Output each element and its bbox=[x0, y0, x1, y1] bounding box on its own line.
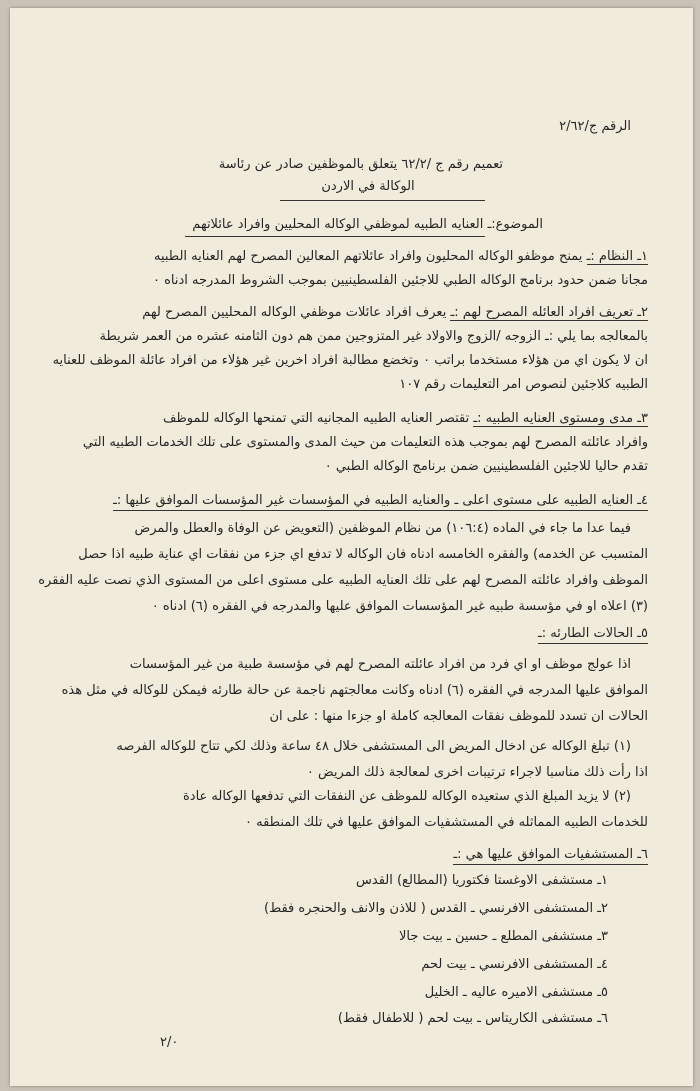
subject-text: العنايه الطبيه لموظفي الوكاله المحليين وافراد عائلاتهم bbox=[192, 217, 484, 232]
heading-line-2: الوكالة في الاردن bbox=[321, 179, 415, 194]
hospital-item-3: ٣ـ مستشفى المطلع ـ حسين ـ بيت جالا bbox=[399, 929, 608, 944]
subject-underline bbox=[185, 236, 485, 237]
section-3-heading: ٣ـ مدى ومستوى العنايه الطبيه :ـ bbox=[473, 411, 648, 426]
section-5-line-2: الموافق عليها المدرجه في الفقره (٦) ادناه وكانت معالجتهم ناجمة عن حالة طارئه فيمكن للوكاله في مثل هذه bbox=[61, 683, 648, 698]
section-1-text: يمنح موظفو الوكاله المحليون وافراد عائلاتهم المعالين المصرح لهم العنايه الطبيه bbox=[153, 249, 583, 264]
section-5-line-3: الحالات ان تسدد للموظف نفقات المعالجه كاملة او جزءا منها : على ان bbox=[269, 709, 648, 724]
section-2-line-1 bbox=[142, 304, 648, 322]
section-5-line-5: اذا رأت ذلك مناسبا لاجراء ترتيبات اخرى لمعالجة ذلك المريض ٠ bbox=[306, 765, 648, 780]
section-1-line-2: مجانا ضمن حدود برنامج الوكاله الطبي للاجئين الفلسطينيين بموجب الشروط المدرجه ادناه ٠ bbox=[152, 273, 648, 288]
section-4-line-3: الموظف وافراد عائلته المصرح لهم على تلك العنايه الطبيه على مستوى اعلى من المستوى الذي نصت عليه الفقره bbox=[38, 573, 648, 588]
reference-number: الرقم ج/٢/٦٢ bbox=[559, 119, 631, 134]
hospital-item-2: ٢ـ المستشفى الافرنسي ـ القدس ( للاذن والانف والحنجره فقط) bbox=[264, 901, 608, 916]
section-3-line-2: وافراد عائلته المصرح لهم بموجب هذه التعليمات من حيث المدى والمستوى على تلك الخدمات الطبيه التي bbox=[82, 435, 648, 450]
section-2-line-4: الطبيه كلاجئين لنصوص امر التعليمات رقم ١٠٧ bbox=[399, 377, 648, 392]
section-5-line-6: (٢) لا يزيد المبلغ الذي ستعيده الوكاله للموظف عن النفقات التي تدفعها الوكاله عادة bbox=[182, 789, 631, 804]
section-2-text: يعرف افراد عائلات موظفي الوكاله المحليين المصرح لهم bbox=[142, 305, 447, 320]
section-4-line-1: فيما عدا ما جاء في الماده (١٠٦:٤) من نظام الموظفين (التعويض عن الوفاة والعطل والمرض bbox=[134, 521, 631, 536]
section-4-line-4: (٣) اعلاه او في مؤسسة طبيه غير المؤسسات الموافق عليها والمدرجه في الفقره (٦) ادناه ٠ bbox=[151, 599, 648, 614]
section-6-heading: ٦ـ المستشفيات الموافق عليها هي :ـ bbox=[453, 846, 648, 865]
section-5-line-7: للخدمات الطبيه المماثله في المستشفيات الموافق عليها في تلك المنطقه ٠ bbox=[245, 815, 648, 830]
section-3-line-1 bbox=[163, 410, 648, 428]
heading-line-1: تعميم رقم ج /٦٢/٢ يتعلق بالموظفين صادر عن رئاسة bbox=[218, 157, 503, 172]
section-2-line-3: ان لا يكون اي من هؤلاء مستخدما براتب ٠ وتخضع مطالبة افراد اخرين غير هؤلاء من افراد عائلة الموظف للعنايه bbox=[52, 353, 648, 368]
section-3-text: تقتصر العنايه الطبيه المجانيه التي تمنحها الوكاله للموظف bbox=[163, 411, 470, 426]
section-4-heading: ٤ـ العنايه الطبيه على مستوى اعلى ـ والعنايه الطبيه في المؤسسات غير المؤسسات الموافق عليها :ـ bbox=[113, 492, 648, 511]
hospital-item-1: ١ـ مستشفى الاوغستا فكتوريا (المطالع) القدس bbox=[356, 873, 608, 888]
section-2-line-2: بالمعالجه بما يلي :ـ الزوجه /الزوج والاولاد غير المتزوجين ممن هم دون الثامنه عشره من العمر شريطة bbox=[99, 329, 648, 344]
section-1-heading: ١ـ النظام :ـ bbox=[586, 249, 648, 264]
subject-line bbox=[192, 216, 543, 234]
heading-underline bbox=[280, 200, 485, 201]
section-2-heading: ٢ـ تعريف افراد العائله المصرح لهم :ـ bbox=[450, 305, 648, 320]
hospital-item-6: ٦ـ مستشفى الكاريتاس ـ بيت لحم ( للاطفال فقط) bbox=[337, 1011, 608, 1026]
section-3-line-3: تقدم حاليا للاجئين الفلسطينيين ضمن برنامج الوكاله الطبي ٠ bbox=[324, 459, 648, 474]
section-4-line-2: المتسبب عن الخدمه) والفقره الخامسه ادناه فان الوكاله لا تدفع اي جزء من نفقات اي عناية طبيه اذا حصل bbox=[78, 547, 648, 562]
section-5-heading: ٥ـ الحالات الطارئه :ـ bbox=[538, 625, 648, 644]
hospital-item-4: ٤ـ المستشفى الافرنسي ـ بيت لحم bbox=[421, 957, 608, 972]
page-number: ٢/٠ bbox=[160, 1035, 179, 1050]
section-1-line-1 bbox=[154, 248, 648, 266]
section-5-line-4: (١) تبلغ الوكاله عن ادخال المريض الى المستشفى خلال ٤٨ ساعة وذلك لكي تتاح للوكاله الفرصه bbox=[116, 739, 631, 754]
subject-label: الموضوع:ـ bbox=[487, 217, 543, 232]
section-5-line-1: اذا عولج موظف او اي فرد من افراد عائلته المصرح لهم في مؤسسة طبية من غير المؤسسات bbox=[129, 657, 631, 672]
document-page bbox=[10, 8, 693, 1086]
hospital-item-5: ٥ـ مستشفى الاميره عاليه ـ الخليل bbox=[424, 985, 608, 1000]
